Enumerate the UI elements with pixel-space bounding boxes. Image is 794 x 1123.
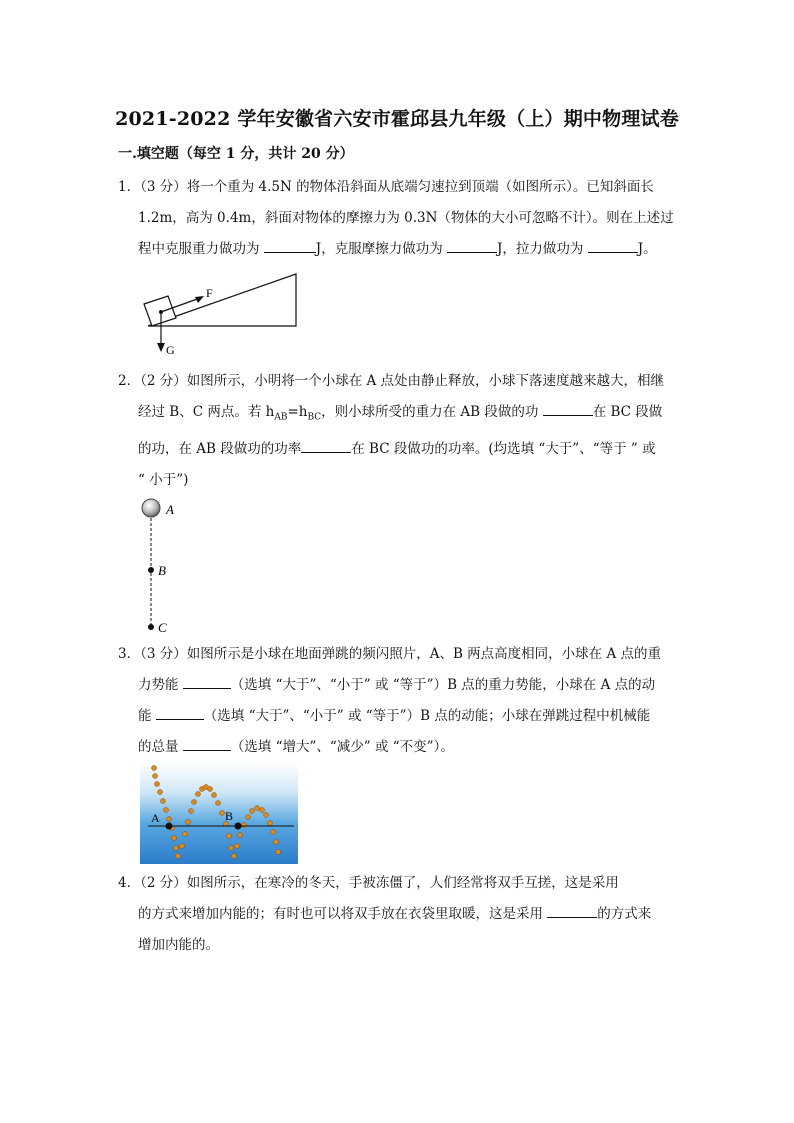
- label-b: B: [158, 563, 166, 578]
- question-text: 在 BC 段做功的功率。(均选填 “大于”、“等于 ” 或: [351, 440, 656, 457]
- answer-blank[interactable]: [183, 736, 231, 751]
- question-text: J，克服摩擦力做功为: [315, 241, 447, 257]
- arrow-head-icon: [195, 296, 204, 303]
- question-text: =h: [287, 404, 308, 420]
- question-text: 的功，在 AB 段做功的功率: [138, 440, 302, 457]
- question-text: 的总量: [138, 739, 183, 755]
- question-text: （选填 “增大”、“减少” 或 “不变”）。: [230, 739, 454, 755]
- point-a: [166, 823, 173, 830]
- question-1-line-1: [118, 172, 678, 203]
- question-text: 在 BC 段做: [592, 404, 663, 420]
- question-3-line-3: [118, 701, 678, 732]
- answer-blank[interactable]: [588, 238, 638, 253]
- bouncing-ball-photo: [140, 762, 298, 864]
- question-3-line-1: [118, 639, 678, 670]
- question-text: 力势能: [138, 677, 183, 693]
- subscript: BC: [307, 412, 322, 423]
- question-3-line-4: [118, 732, 678, 763]
- question-text: ，则小球所受的重力在 AB 段做的功: [321, 404, 543, 420]
- answer-blank[interactable]: [301, 438, 351, 453]
- label-a: A: [166, 502, 174, 517]
- ball: [142, 499, 160, 517]
- question-2-line-1: [118, 366, 678, 397]
- question-4-line-3: 增加内能的。: [138, 937, 219, 953]
- answer-blank[interactable]: [543, 401, 593, 416]
- question-text: 的方式来: [597, 906, 652, 922]
- point-b: [235, 823, 242, 830]
- question-number: 1．: [118, 179, 141, 195]
- question-4-line-1: [118, 868, 678, 899]
- question-1: [118, 172, 678, 265]
- answer-blank[interactable]: [156, 705, 204, 720]
- falling-ball-figure: [136, 494, 196, 636]
- question-1-line-3: [118, 234, 678, 265]
- point-c: [148, 624, 154, 630]
- question-2: [118, 366, 678, 496]
- question-text: J，拉力做功为: [497, 241, 588, 257]
- question-2-line-2: [118, 397, 678, 434]
- answer-blank[interactable]: [547, 903, 597, 918]
- answer-blank[interactable]: [183, 674, 231, 689]
- label-a: A: [151, 811, 160, 825]
- question-text: （3 分）将一个重为 4.5N 的物体沿斜面从底端匀速拉到顶端（如图所示）。已知斜面长: [140, 179, 654, 195]
- question-text: （2 分）如图所示，小明将一个小球在 A 点处由静止释放，小球下落速度越来越大，相继: [140, 373, 665, 389]
- label-f: F: [206, 286, 213, 300]
- exam-title: 2021-2022 学年安徽省六安市霍邱县九年级（上）期中物理试卷: [115, 108, 679, 130]
- answer-blank[interactable]: [447, 238, 497, 253]
- question-number: 2．: [118, 373, 141, 389]
- photo-background: [140, 762, 298, 864]
- question-4-line-2: [118, 899, 678, 930]
- question-3-line-2: [118, 670, 678, 701]
- question-text: J。: [637, 241, 657, 257]
- section-heading: 一.填空题（每空 1 分，共计 20 分）: [118, 146, 354, 162]
- question-2-line-3: [118, 434, 678, 465]
- incline-figure: [138, 270, 308, 362]
- question-text: （2 分）如图所示，在寒冷的冬天，手被冻僵了，人们经常将双手互搓，这是采用: [140, 875, 619, 891]
- question-text: 能: [138, 708, 156, 724]
- question-3: [118, 639, 678, 763]
- question-text: 经过 B、C 两点。若 h: [138, 404, 275, 420]
- question-1-line-2: 1.2m，高为 0.4m，斜面对物体的摩擦力为 0.3N（物体的大小可忽略不计）。则在上述过: [138, 210, 674, 226]
- question-2-line-4: “ 小于”): [138, 471, 189, 488]
- question-text: （选填 “大于”、“小于” 或 “等于”）B 点的动能；小球在弹跳过程中机械能: [203, 708, 651, 724]
- label-b: B: [225, 809, 234, 823]
- question-text: （3 分）如图所示是小球在地面弹跳的频闪照片，A、B 两点高度相同，小球在 A 点的重: [140, 646, 662, 662]
- question-text: （选填 “大于”、“小于” 或 “等于”）B 点的重力势能，小球在 A 点的动: [230, 677, 656, 693]
- point-b: [148, 567, 154, 573]
- question-4: [118, 868, 678, 961]
- answer-blank[interactable]: [264, 238, 316, 253]
- question-text: 的方式来增加内能的；有时也可以将双手放在衣袋里取暖，这是采用: [138, 906, 548, 922]
- arrow-head-icon: [157, 343, 165, 352]
- question-text: 程中克服重力做功为: [138, 241, 264, 257]
- label-c: C: [158, 620, 167, 635]
- question-number: 3．: [118, 646, 141, 662]
- subscript: AB: [274, 412, 288, 423]
- question-number: 4．: [118, 875, 141, 891]
- label-g: G: [166, 343, 175, 357]
